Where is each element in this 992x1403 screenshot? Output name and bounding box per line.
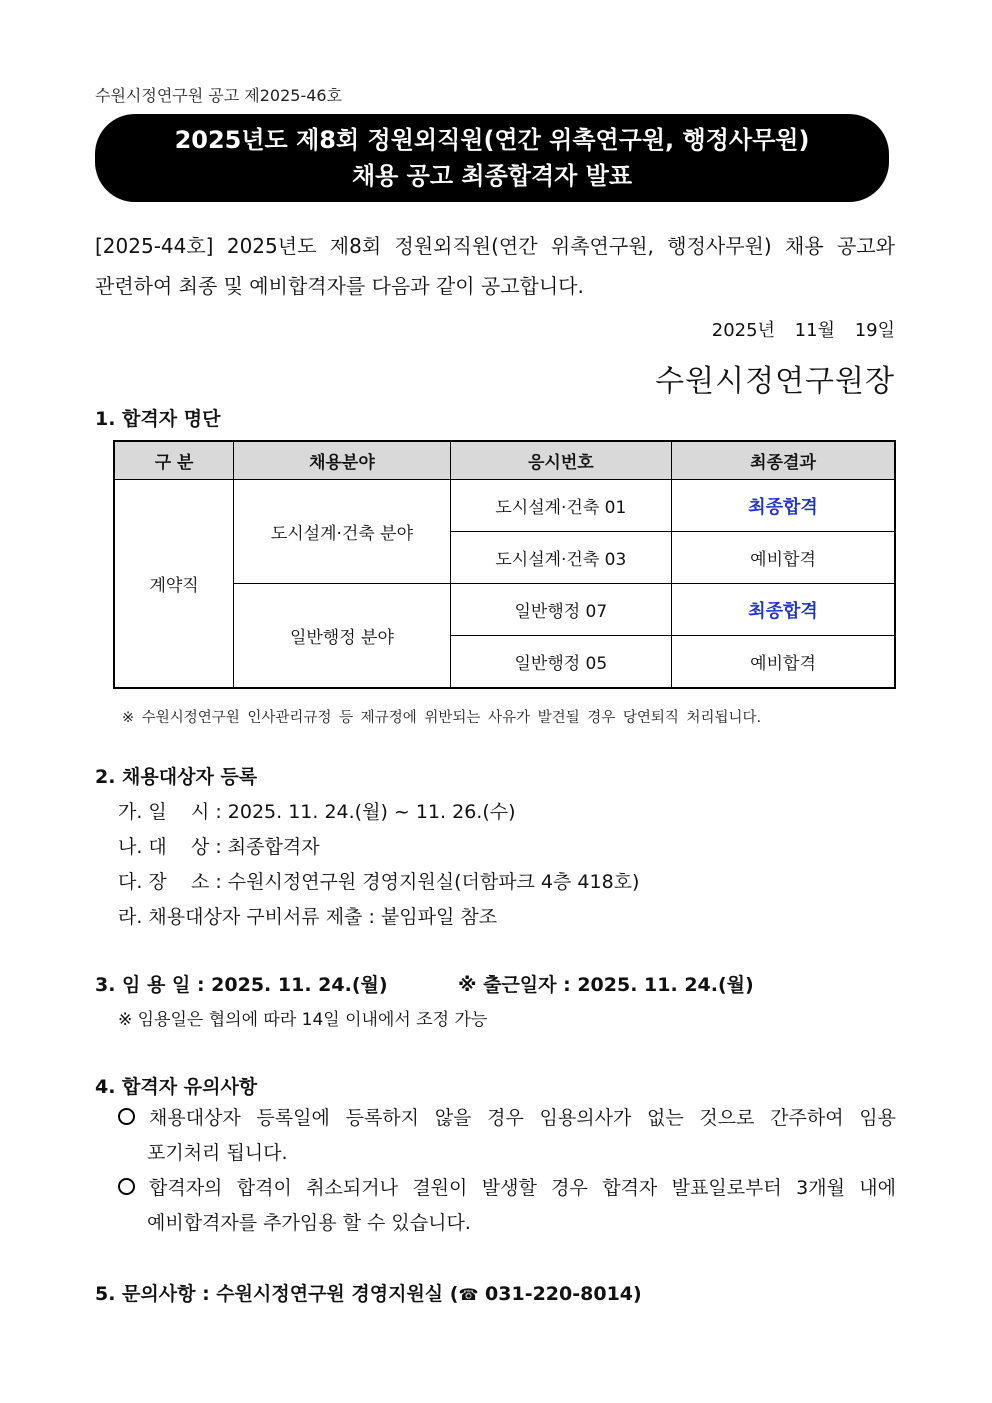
title-line-2: 채용 공고 최종합격자 발표 [351,162,633,190]
category-cell: 계약직 [114,480,234,689]
result-cell: 최종합격 [672,584,895,636]
signer: 수원시정연구원장 [655,364,895,399]
number-cell: 도시설계·건축 03 [450,532,671,584]
intro-paragraph [95,226,895,306]
bullet-text: 채용대상자 등록일에 등록하지 않을 경우 임용의사가 없는 것으로 간주하여 임용 [149,1107,896,1129]
notice-number: 수원시정연구원 공고 제2025-46호 [95,86,343,105]
bullet-text: 합격자의 합격이 취소되거나 결원이 발생할 경우 합격자 발표일로부터 3개월 내에 [149,1177,896,1199]
result-cell: 예비합격 [672,636,895,689]
intro-line-2: 관련하여 최종 및 예비합격자를 다음과 같이 공고합니다. [95,274,584,298]
telephone-icon: ☎ [458,1285,479,1304]
header-number: 응시번호 [450,441,671,480]
registration-item: 다. 장 소 : 수원시정연구원 경영지원실(더함파크 4층 418호) [118,871,640,893]
intro-line-1: [2025-44호] 2025년도 제8회 정원외직원(연간 위촉연구원, 행정사무원) 채용 공고와 [95,234,895,258]
results-table [113,440,896,689]
section-3-title: 3. 임 용 일 : 2025. 11. 24.(월) [95,974,388,996]
contact-prefix: 5. 문의사항 : 수원시정연구원 경영지원실 ( [95,1283,459,1305]
section-5-contact [95,1279,642,1306]
result-cell: 예비합격 [672,532,895,584]
title-line-1: 2025년도 제8회 정원외직원(연간 위촉연구원, 행정사무원) [174,126,810,154]
registration-item: 라. 채용대상자 구비서류 제출 : 붙임파일 참조 [118,906,498,928]
table-note: ※ 수원시정연구원 인사관리규정 등 제규정에 위반되는 사유가 발견될 경우 당연퇴직 처리됩니다. [122,710,762,726]
appointment-note: ※ 임용일은 협의에 따라 14일 이내에서 조정 가능 [118,1010,488,1030]
field-cell: 도시설계·건축 분야 [234,480,450,584]
bullet-text-continued: 예비합격자를 추가임용 할 수 있습니다. [147,1212,471,1234]
field-cell: 일반행정 분야 [234,584,450,689]
contact-phone: 031-220-8014) [485,1283,642,1305]
number-cell: 일반행정 07 [450,584,671,636]
registration-item: 나. 대 상 : 최종합격자 [118,836,320,858]
title-banner [95,114,889,202]
header-result: 최종결과 [672,441,895,480]
header-category: 구 분 [114,441,234,480]
circle-bullet-icon [118,1178,135,1195]
number-cell: 일반행정 05 [450,636,671,689]
circle-bullet-icon [118,1108,135,1125]
start-date: ※ 출근일자 : 2025. 11. 24.(월) [458,974,754,996]
table-header-row [114,441,895,480]
notice-bullet [118,1101,896,1171]
section-1-title: 1. 합격자 명단 [95,408,221,430]
bullet-text-continued: 포기처리 됩니다. [147,1142,288,1164]
registration-item: 가. 일 시 : 2025. 11. 24.(월) ~ 11. 26.(수) [118,801,516,823]
result-cell: 최종합격 [672,480,895,532]
section-2-title: 2. 채용대상자 등록 [95,766,258,788]
header-field: 채용분야 [234,441,450,480]
notice-bullet [118,1171,896,1241]
table-row [114,480,895,532]
number-cell: 도시설계·건축 01 [450,480,671,532]
section-4-title: 4. 합격자 유의사항 [95,1076,258,1098]
announcement-date: 2025년 11월 19일 [711,320,895,341]
